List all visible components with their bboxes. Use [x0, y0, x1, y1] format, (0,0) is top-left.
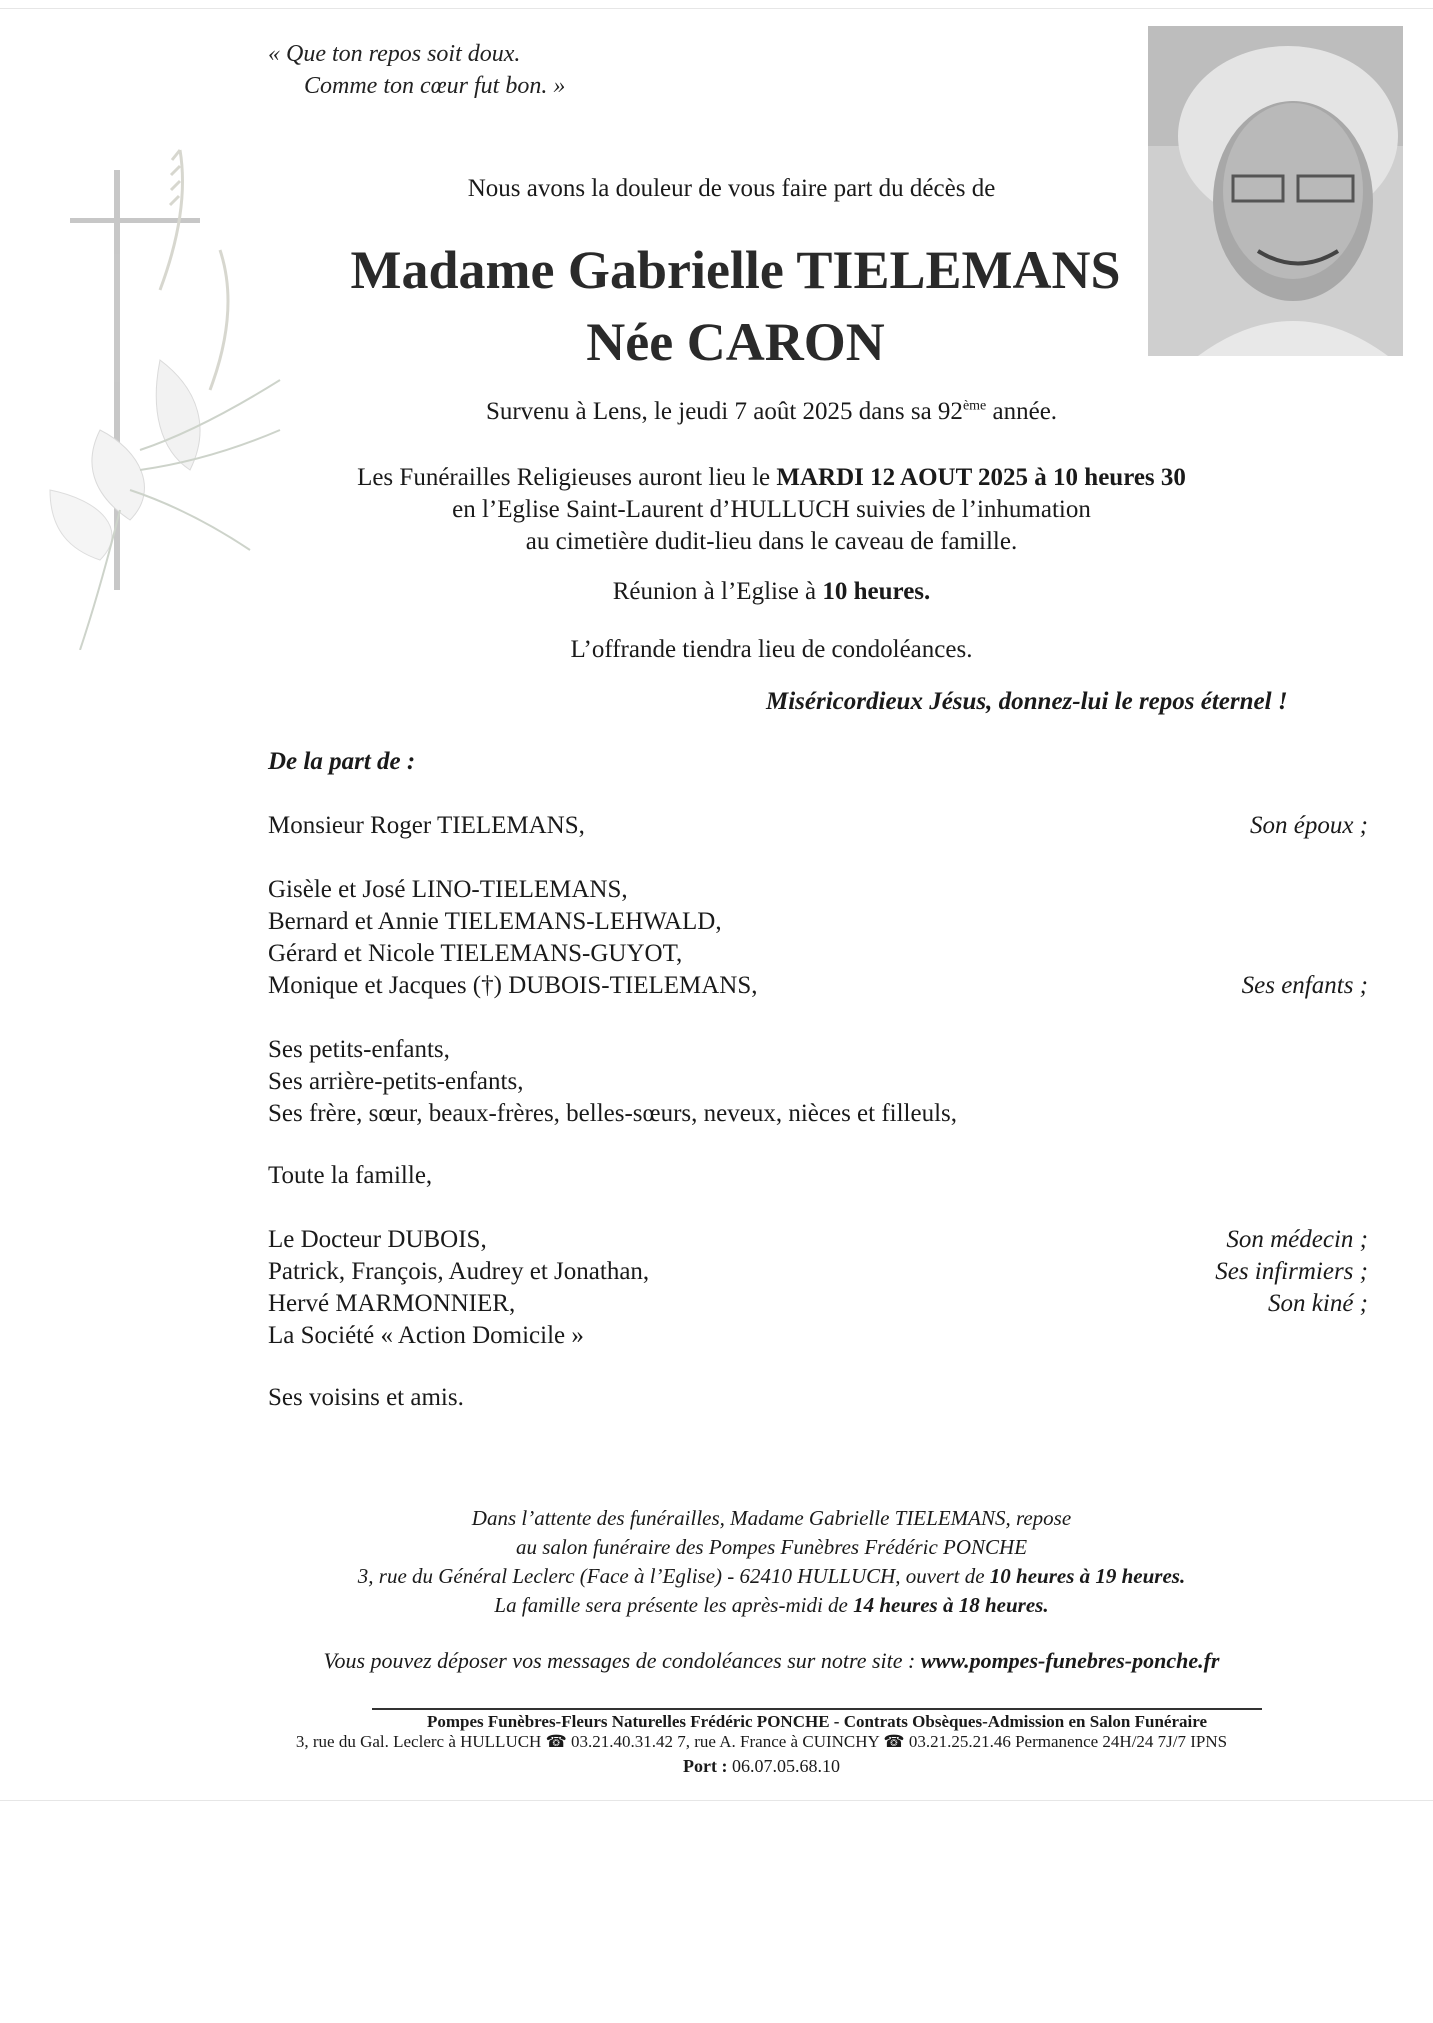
family-row — [268, 1100, 1368, 1132]
quote-line-2: Comme ton cœur fut bon. » — [304, 73, 566, 99]
family-row — [268, 1162, 1368, 1194]
port-number: 06.07.05.68.10 — [731, 1756, 840, 1776]
quote-line-1: « Que ton repos soit doux. — [268, 41, 521, 67]
company-addresses: 3, rue du Gal. Leclerc à HULLUCH ☎ 03.21.40.31.42 7, rue A. France à CUINCHY ☎ 03.21.25.21.46 Permanence 24H/24 7J/7 IPNS — [295, 1732, 1228, 1751]
reunion-text: Réunion à l’Eglise à — [612, 578, 823, 605]
company-mobile — [0, 1756, 1433, 1777]
family-role: Son médecin ; — [1226, 1226, 1368, 1253]
family-row — [268, 1258, 1368, 1290]
family-member: Patrick, François, Audrey et Jonathan, — [268, 1258, 650, 1285]
family-row — [268, 1290, 1368, 1322]
funeral-date-time: MARDI 12 AOUT 2025 à 10 heures 30 — [776, 464, 1186, 491]
family-member: Gérard et Nicole TIELEMANS-GUYOT, — [268, 940, 683, 967]
funeral-line-2: en l’Eglise Saint-Laurent d’HULLUCH suivies de l’inhumation — [452, 496, 1091, 523]
notice-line-4 — [0, 1591, 1433, 1620]
funeral-line-3: au cimetière dudit-lieu dans le caveau de famille. — [525, 528, 1018, 555]
port-label: Port : — [683, 1756, 732, 1776]
family-member: La Société « Action Domicile » — [268, 1322, 584, 1349]
family-member: Monique et Jacques (†) DUBOIS-TIELEMANS, — [268, 972, 758, 999]
maiden-name: Née CARON — [586, 312, 885, 372]
family-member: Gisèle et José LINO-TIELEMANS, — [268, 876, 628, 903]
family-row — [268, 940, 1368, 972]
notice-line-3-text: 3, rue du Général Leclerc (Face à l’Eglise) - 62410 HULLUCH, ouvert de — [357, 1564, 990, 1588]
family-role: Son kiné ; — [1268, 1290, 1368, 1317]
family-member: Ses arrière-petits-enfants, — [268, 1068, 524, 1095]
funeral-details — [0, 462, 1433, 558]
death-details-text: Survenu à Lens, le jeudi 7 août 2025 dans sa 92 — [485, 398, 963, 425]
scan-edge-bottom — [0, 1800, 1433, 1801]
scan-edge-top — [0, 8, 1433, 9]
family-row — [268, 1384, 1368, 1416]
company-banner: Pompes Funèbres-Fleurs Naturelles Frédéric PONCHE - Contrats Obsèques-Admission en Salon Funéraire — [372, 1708, 1262, 1732]
family-member: Monsieur Roger TIELEMANS, — [268, 812, 585, 839]
family-row — [268, 1036, 1368, 1068]
notice-line-1: Dans l’attente des funérailles, Madame Gabrielle TIELEMANS, repose — [471, 1506, 1072, 1530]
reunion-hour: 10 heures. — [822, 578, 931, 605]
epigraph-quote — [268, 38, 565, 102]
offering-note: L’offrande tiendra lieu de condoléances. — [570, 636, 973, 663]
family-member: Ses frère, sœur, beaux-frères, belles-sœurs, neveux, nièces et filleuls, — [268, 1100, 958, 1127]
family-member: Bernard et Annie TIELEMANS-LEHWALD, — [268, 908, 722, 935]
family-role: Son époux ; — [1249, 812, 1368, 839]
site-link[interactable]: www.pompes-funebres-ponche.fr — [920, 1648, 1220, 1673]
family-member: Ses voisins et amis. — [268, 1384, 464, 1411]
family-member: Toute la famille, — [268, 1162, 433, 1189]
deceased-name: Madame Gabrielle TIELEMANS — [350, 240, 1121, 300]
reunion-time — [0, 578, 1433, 606]
funeral-line-1: Les Funérailles Religieuses auront lieu le — [357, 464, 777, 491]
notice-opening-hours: 10 heures à 19 heures. — [989, 1564, 1186, 1588]
family-member: Ses petits-enfants, — [268, 1036, 450, 1063]
site-text: Vous pouvez déposer vos messages de condoléances sur notre site : — [323, 1648, 921, 1673]
from-label: De la part de : — [268, 748, 416, 775]
family-member: Le Docteur DUBOIS, — [268, 1226, 487, 1253]
family-role: Ses enfants ; — [1241, 972, 1368, 999]
notice-line-4-text: La famille sera présente les après-midi de — [494, 1593, 854, 1617]
family-member: Hervé MARMONNIER, — [268, 1290, 516, 1317]
notice-family-hours: 14 heures à 18 heures. — [853, 1593, 1049, 1617]
family-row — [268, 908, 1368, 940]
notice-line-3 — [0, 1562, 1433, 1591]
family-row — [268, 1226, 1368, 1258]
cross-lily-decoration — [40, 130, 290, 650]
family-role: Ses infirmiers ; — [1215, 1258, 1368, 1285]
condolence-site-line — [0, 1648, 1433, 1674]
death-details-ordinal: ème — [962, 398, 987, 414]
notice-line-2: au salon funéraire des Pompes Funèbres Frédéric PONCHE — [515, 1535, 1028, 1559]
family-row — [268, 812, 1368, 844]
family-row — [268, 1322, 1368, 1354]
family-row — [268, 876, 1368, 908]
prayer-line: Miséricordieux Jésus, donnez-lui le repos éternel ! — [766, 688, 1288, 715]
death-details-end: année. — [986, 398, 1058, 425]
family-row — [268, 972, 1368, 1004]
family-row — [268, 1068, 1368, 1100]
announcement-intro: Nous avons la douleur de vous faire part du décès de — [467, 175, 996, 202]
death-details — [0, 398, 1433, 426]
